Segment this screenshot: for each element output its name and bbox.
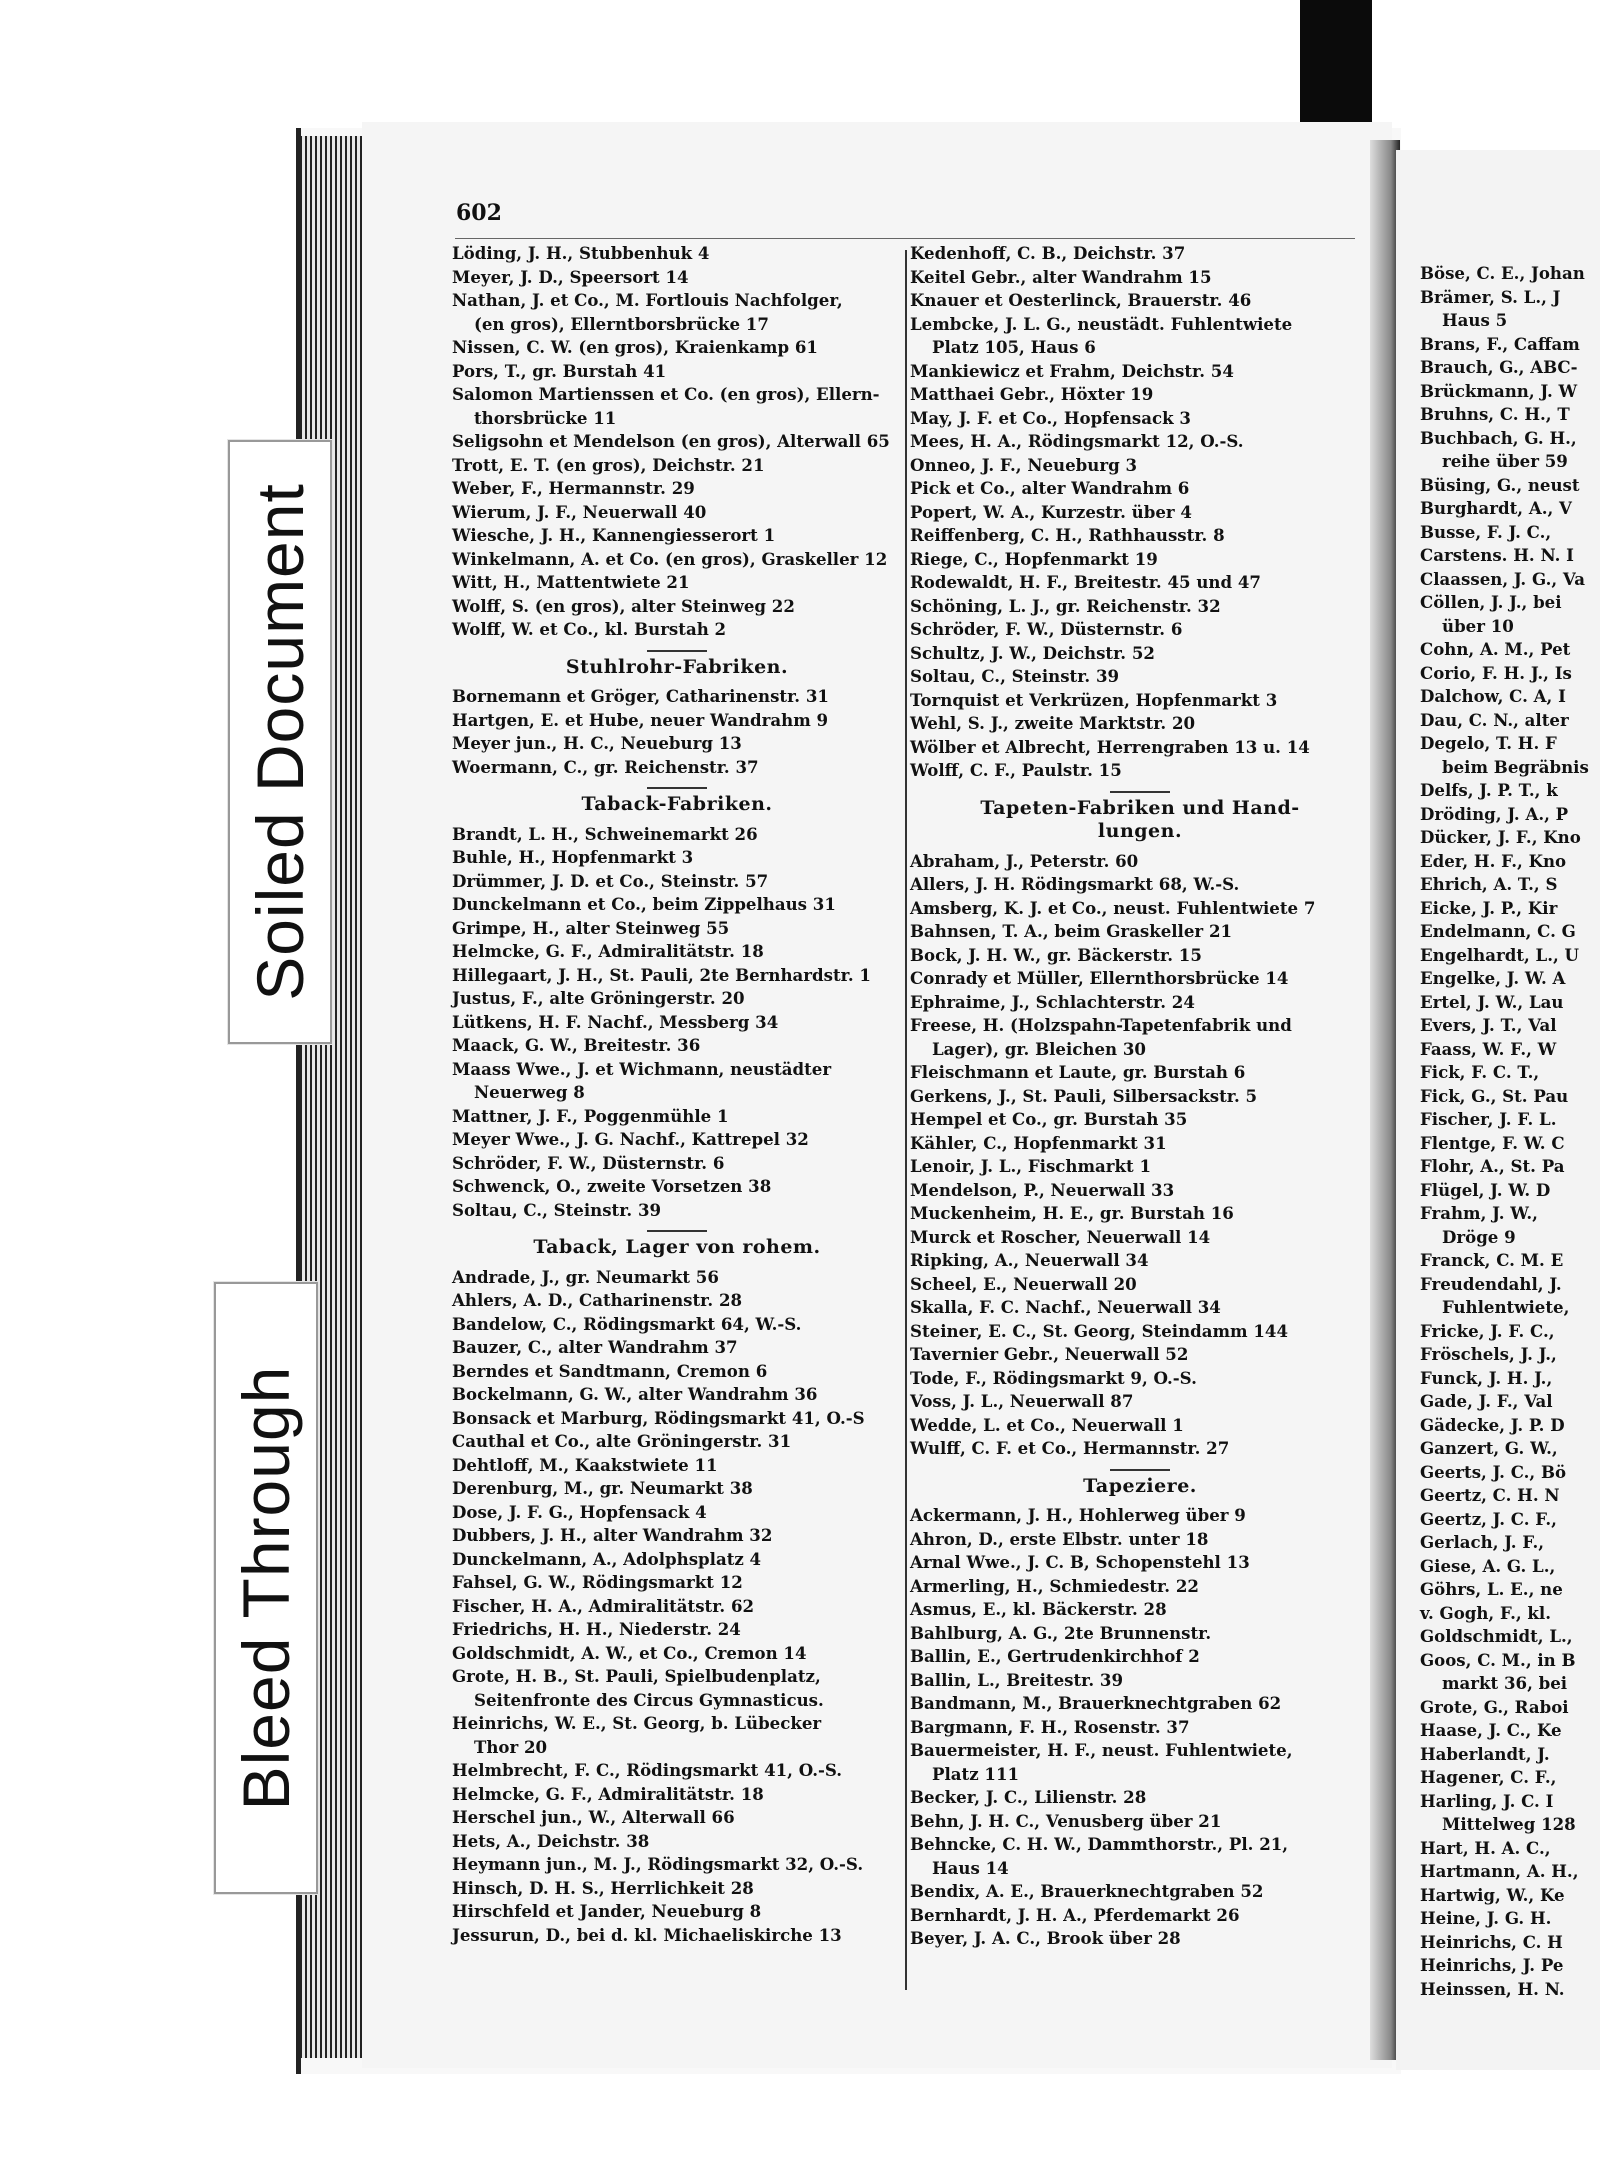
directory-entry: Gade, J. F., Val (1420, 1391, 1553, 1411)
directory-entry: Woermann, C., gr. Reichenstr. 37 (452, 756, 759, 777)
directory-entry: Kedenhoff, C. B., Deichstr. 37 (910, 243, 1186, 263)
directory-entry: Nissen, C. W. (en gros), Kraienkamp 61 (452, 337, 818, 357)
directory-entry: Pick et Co., alter Wandrahm 6 (910, 478, 1190, 498)
directory-entry: Bendix, A. E., Brauerknechtgraben 52 (910, 1881, 1264, 1901)
directory-entry: Freese, H. (Holzspahn-Tapetenfabrik und (910, 1015, 1292, 1035)
directory-entry: Goldschmidt, A. W., et Co., Cremon 14 (452, 1642, 807, 1663)
directory-entry: Geertz, C. H. N (1420, 1485, 1560, 1505)
directory-entry: Arnal Wwe., J. C. B, Schopenstehl 13 (910, 1552, 1250, 1572)
directory-entry: Fick, G., St. Pau (1420, 1085, 1569, 1106)
directory-entry: Behncke, C. H. W., Dammthorstr., Pl. 21, (910, 1834, 1289, 1854)
directory-entry: Wierum, J. F., Neuerwall 40 (452, 501, 707, 522)
directory-entry: Scheel, E., Neuerwall 20 (910, 1273, 1137, 1294)
directory-entry: Schultz, J. W., Deichstr. 52 (910, 642, 1155, 663)
directory-entry: Flentge, F. W. C (1420, 1132, 1565, 1153)
directory-entry: Löding, J. H., Stubbenhuk 4 (452, 243, 710, 263)
directory-entry: Trott, E. T. (en gros), Deichstr. 21 (452, 454, 765, 475)
directory-entry: Fricke, J. F. C., (1420, 1320, 1555, 1341)
directory-entry: Reiffenberg, C. H., Rathhausstr. 8 (910, 525, 1225, 545)
directory-entry: Carstens. H. N. I (1420, 545, 1574, 565)
directory-entry: Haase, J. C., Ke (1420, 1720, 1562, 1740)
directory-entry: Mees, H. A., Rödingsmarkt 12, O.-S. (910, 431, 1244, 451)
directory-entry: Fleischmann et Laute, gr. Burstah 6 (910, 1062, 1246, 1082)
directory-entry: Wulff, C. F. et Co., Hermannstr. 27 (910, 1438, 1230, 1458)
directory-entry: Becker, J. C., Lilienstr. 28 (910, 1787, 1147, 1807)
directory-entry: beim Begräbnis (1442, 756, 1589, 777)
directory-entry: Berndes et Sandtmann, Cremon 6 (452, 1360, 768, 1381)
directory-entry: Hagener, C. F., (1420, 1767, 1557, 1787)
directory-entry: Bandelow, C., Rödingsmarkt 64, W.-S. (452, 1313, 802, 1334)
bleed-through-tab (214, 1282, 318, 1894)
directory-entry: Bauzer, C., alter Wandrahm 37 (452, 1337, 738, 1357)
directory-entry: Gerkens, J., St. Pauli, Silbersackstr. 5 (910, 1085, 1258, 1106)
directory-entry: Tode, F., Rödingsmarkt 9, O.-S. (910, 1367, 1197, 1388)
directory-entry: Bock, J. H. W., gr. Bäckerstr. 15 (910, 944, 1202, 965)
directory-entry: Skalla, F. C. Nachf., Neuerwall 34 (910, 1297, 1221, 1317)
directory-entry: Böse, C. E., Johan (1420, 263, 1585, 283)
directory-entry: Dücker, J. F., Kno (1420, 827, 1581, 847)
list-group (910, 1504, 1370, 1951)
directory-entry: Mendelson, P., Neuerwall 33 (910, 1179, 1175, 1200)
directory-entry: Dunckelmann, A., Adolphsplatz 4 (452, 1548, 762, 1569)
directory-entry: Ephraime, J., Schlachterstr. 24 (910, 991, 1195, 1012)
directory-entry: Geerts, J. C., Bö (1420, 1461, 1567, 1482)
directory-entry: Bornemann et Gröger, Catharinenstr. 31 (452, 686, 829, 706)
directory-entry: Wolff, C. F., Paulstr. 15 (910, 760, 1122, 780)
directory-entry: Helmcke, G. F., Admiralitätstr. 18 (452, 1783, 764, 1804)
directory-entry: Fröschels, J. J., (1420, 1344, 1557, 1364)
directory-entry: Hartwig, W., Ke (1420, 1884, 1565, 1905)
directory-entry: Abraham, J., Peterstr. 60 (910, 850, 1139, 871)
directory-entry: Neuerweg 8 (474, 1082, 585, 1102)
directory-entry: Hillegaart, J. H., St. Pauli, 2te Bernhardstr. 1 (452, 964, 871, 985)
directory-entry: Mattner, J. F., Poggenmühle 1 (452, 1105, 729, 1126)
directory-entry: Faass, W. F., W (1420, 1038, 1557, 1059)
directory-entry: Hartmann, A. H., (1420, 1861, 1579, 1881)
directory-entry: Seligsohn et Mendelson (en gros), Alterwall 65 (452, 431, 890, 451)
directory-entry: Ackermann, J. H., Hohlerweg über 9 (910, 1505, 1246, 1525)
directory-entry: Heinrichs, C. H (1420, 1931, 1563, 1952)
soiled-document-label: Soiled Document (243, 483, 317, 1001)
directory-entry: Allers, J. H. Rödingsmarkt 68, W.-S. (910, 874, 1240, 894)
directory-entry: Brans, F., Caffam (1420, 333, 1580, 354)
directory-entry: Cohn, A. M., Pet (1420, 639, 1571, 659)
directory-entry: Ballin, E., Gertrudenkirchhof 2 (910, 1646, 1200, 1666)
soiled-document-tab (228, 440, 332, 1044)
directory-entry: Gädecke, J. P. D (1420, 1414, 1565, 1435)
list-group (910, 242, 1370, 783)
directory-entry: Meyer jun., H. C., Neueburg 13 (452, 733, 742, 753)
directory-entry: Kähler, C., Hopfenmarkt 31 (910, 1132, 1167, 1153)
directory-entry: Platz 105, Haus 6 (932, 337, 1096, 357)
directory-entry: Steiner, E. C., St. Georg, Steindamm 144 (910, 1320, 1289, 1341)
directory-entry: Wedde, L. et Co., Neuerwall 1 (910, 1414, 1184, 1435)
directory-entry: Dröge 9 (1442, 1226, 1516, 1247)
directory-entry: Busse, F. J. C., (1420, 521, 1552, 542)
directory-entry: Hirschfeld et Jander, Neueburg 8 (452, 1901, 762, 1921)
directory-entry: Bahlburg, A. G., 2te Brunnenstr. (910, 1622, 1212, 1643)
directory-entry: Bauermeister, H. F., neust. Fuhlentwiete, (910, 1740, 1293, 1760)
directory-entry: Dose, J. F. G., Hopfensack 4 (452, 1501, 707, 1522)
directory-entry: Dröding, J. A., P (1420, 803, 1569, 824)
directory-entry: Brandt, L. H., Schweinemarkt 26 (452, 823, 758, 844)
directory-entry: Giese, A. G. L., (1420, 1555, 1556, 1576)
directory-entry: Heinrichs, J. Pe (1420, 1955, 1564, 1975)
section-rule (647, 650, 707, 652)
column-divider (905, 250, 907, 1990)
section-heading: Taback-Fabriken. (581, 793, 773, 815)
directory-entry: Heinrichs, W. E., St. Georg, b. Lübecker (452, 1713, 822, 1733)
list-group (452, 823, 902, 1223)
bleed-through-label: Bleed Through (229, 1365, 303, 1811)
directory-entry: Wölber et Albrecht, Herrengraben 13 u. 14 (910, 736, 1310, 757)
directory-entry: Goos, C. M., in B (1420, 1649, 1576, 1670)
directory-entry: Harling, J. C. I (1420, 1790, 1554, 1811)
directory-entry: Göhrs, L. E., ne (1420, 1579, 1563, 1599)
directory-entry: Hart, H. A. C., (1420, 1837, 1551, 1858)
directory-entry: Flohr, A., St. Pa (1420, 1156, 1565, 1176)
directory-entry: Burghardt, A., V (1420, 498, 1572, 518)
directory-entry: Beyer, J. A. C., Brook über 28 (910, 1928, 1181, 1948)
directory-entry: Hempel et Co., gr. Burstah 35 (910, 1109, 1188, 1129)
directory-entry: Engelke, J. W. A (1420, 968, 1566, 988)
directory-entry: Justus, F., alte Gröningerstr. 20 (452, 988, 745, 1008)
directory-entry: Lütkens, H. F. Nachf., Messberg 34 (452, 1011, 779, 1032)
directory-entry: Cauthal et Co., alte Gröningerstr. 31 (452, 1431, 792, 1451)
directory-entry: Ehrich, A. T., S (1420, 874, 1558, 894)
directory-entry: Goldschmidt, L., (1420, 1626, 1573, 1646)
directory-entry: Onneo, J. F., Neueburg 3 (910, 454, 1138, 475)
directory-entry: markt 36, bei (1442, 1673, 1568, 1693)
directory-entry: Popert, W. A., Kurzestr. über 4 (910, 501, 1192, 522)
directory-entry: Haus 5 (1442, 310, 1508, 330)
column-middle (910, 242, 1370, 1951)
directory-entry: Soltau, C., Steinstr. 39 (452, 1199, 662, 1220)
section-rule (1110, 1469, 1170, 1471)
directory-entry: Tavernier Gebr., Neuerwall 52 (910, 1344, 1189, 1364)
directory-entry: Tornquist et Verkrüzen, Hopfenmarkt 3 (910, 689, 1278, 710)
directory-entry: Claassen, J. G., Va (1420, 568, 1586, 589)
directory-entry: Engelhardt, L., U (1420, 944, 1580, 965)
directory-entry: Bonsack et Marburg, Rödingsmarkt 41, O.-S (452, 1407, 865, 1428)
directory-entry: Haus 14 (932, 1857, 1009, 1878)
directory-entry: Schröder, F. W., Düsternstr. 6 (452, 1152, 725, 1173)
directory-entry: Brämer, S. L., J (1420, 286, 1561, 307)
directory-entry: Platz 111 (932, 1763, 1020, 1784)
column-left (452, 242, 902, 1947)
directory-entry: Flügel, J. W. D (1420, 1179, 1551, 1200)
directory-entry: Büsing, G., neust (1420, 474, 1580, 495)
directory-entry: Brückmann, J. W (1420, 380, 1578, 401)
directory-entry: Bruhns, C. H., T (1420, 404, 1570, 424)
directory-entry: Grote, H. B., St. Pauli, Spielbudenplatz, (452, 1666, 821, 1686)
directory-entry: Armerling, H., Schmiedestr. 22 (910, 1575, 1199, 1596)
directory-entry: Dubbers, J. H., alter Wandrahm 32 (452, 1525, 773, 1545)
directory-entry: Amsberg, K. J. et Co., neust. Fuhlentwiete 7 (910, 897, 1316, 918)
directory-entry: Rodewaldt, H. F., Breitestr. 45 und 47 (910, 572, 1261, 592)
directory-entry: Bockelmann, G. W., alter Wandrahm 36 (452, 1384, 818, 1404)
directory-entry: Gerlach, J. F., (1420, 1532, 1545, 1552)
directory-entry: Jessurun, D., bei d. kl. Michaeliskirche 13 (452, 1924, 842, 1945)
directory-entry: Asmus, E., kl. Bäckerstr. 28 (910, 1599, 1167, 1619)
directory-entry: Wolff, S. (en gros), alter Steinweg 22 (452, 595, 795, 616)
directory-entry: Pors, T., gr. Burstah 41 (452, 360, 667, 381)
directory-entry: Conrady et Müller, Ellernthorsbrücke 14 (910, 968, 1289, 988)
directory-entry: Voss, J. L., Neuerwall 87 (910, 1391, 1134, 1411)
directory-entry: Mittelweg 128 (1442, 1814, 1576, 1834)
directory-entry: Heymann jun., M. J., Rödingsmarkt 32, O.-S. (452, 1854, 864, 1874)
directory-entry: Andrade, J., gr. Neumarkt 56 (452, 1266, 719, 1287)
directory-entry: Bandmann, M., Brauerknechtgraben 62 (910, 1693, 1282, 1713)
directory-entry: Murck et Roscher, Neuerwall 14 (910, 1226, 1211, 1247)
directory-entry: Herschel jun., W., Alterwall 66 (452, 1807, 735, 1827)
directory-entry: Maass Wwe., J. et Wichmann, neustädter (452, 1058, 832, 1079)
directory-entry: Hets, A., Deichstr. 38 (452, 1830, 650, 1851)
list-group (452, 685, 902, 779)
directory-entry: Lenoir, J. L., Fischmarkt 1 (910, 1156, 1151, 1176)
directory-entry: Lager), gr. Bleichen 30 (932, 1038, 1146, 1059)
directory-entry: Fischer, H. A., Admiralitätstr. 62 (452, 1595, 755, 1616)
directory-entry: Weber, F., Hermannstr. 29 (452, 478, 695, 498)
page-number: 602 (456, 200, 502, 226)
directory-entry: Ahron, D., erste Elbstr. unter 18 (910, 1528, 1209, 1549)
directory-entry: Corio, F. H. J., Is (1420, 662, 1572, 683)
directory-entry: Dunckelmann et Co., beim Zippelhaus 31 (452, 894, 836, 914)
section-rule (1110, 791, 1170, 793)
directory-entry: Grote, G., Raboi (1420, 1696, 1569, 1717)
directory-entry: Fischer, J. F. L. (1420, 1109, 1557, 1129)
directory-entry: Hinsch, D. H. S., Herrlichkeit 28 (452, 1877, 754, 1898)
directory-entry: Behn, J. H. C., Venusberg über 21 (910, 1810, 1222, 1831)
directory-entry: Seitenfronte des Circus Gymnasticus. (474, 1689, 824, 1710)
directory-entry: Funck, J. H. J., (1420, 1367, 1553, 1388)
directory-entry: Winkelmann, A. et Co. (en gros), Graskeller 12 (452, 548, 888, 569)
directory-entry: Freudendahl, J. (1420, 1273, 1562, 1294)
section-heading: Tapeten-Fabriken und Hand- (980, 796, 1300, 819)
directory-entry: Helmcke, G. F., Admiralitätstr. 18 (452, 941, 764, 961)
directory-entry: Ertel, J. W., Lau (1420, 991, 1564, 1012)
directory-entry: Franck, C. M. E (1420, 1250, 1564, 1270)
directory-entry: v. Gogh, F., kl. (1420, 1602, 1552, 1623)
directory-entry: Keitel Gebr., alter Wandrahm 15 (910, 266, 1212, 287)
section-rule (647, 1230, 707, 1232)
directory-entry: Buchbach, G. H., (1420, 427, 1577, 448)
directory-entry: über 10 (1442, 615, 1514, 636)
directory-entry: Wehl, S. J., zweite Marktstr. 20 (910, 713, 1196, 733)
section-heading: Tapeziere. (1083, 1474, 1197, 1497)
directory-entry: Matthaei Gebr., Höxter 19 (910, 384, 1154, 404)
directory-entry: Thor 20 (474, 1736, 548, 1757)
directory-entry: Meyer Wwe., J. G. Nachf., Kattrepel 32 (452, 1129, 809, 1149)
directory-entry: Ahlers, A. D., Catharinenstr. 28 (452, 1290, 743, 1310)
directory-entry: Friedrichs, H. H., Niederstr. 24 (452, 1619, 741, 1639)
directory-entry: reihe über 59 (1442, 451, 1568, 471)
section-rule (647, 787, 707, 789)
directory-entry: Dau, C. N., alter (1420, 709, 1569, 730)
directory-entry: Heine, J. G. H. (1420, 1908, 1552, 1928)
directory-entry: Bahnsen, T. A., beim Graskeller 21 (910, 921, 1233, 941)
directory-entry: Mankiewicz et Frahm, Deichstr. 54 (910, 360, 1234, 381)
column-right-page (1420, 262, 1600, 2001)
directory-entry: Ripking, A., Neuerwall 34 (910, 1250, 1149, 1270)
section-heading: Stuhlrohr-Fabriken. (565, 655, 789, 678)
directory-entry: Maack, G. W., Breitestr. 36 (452, 1035, 701, 1055)
directory-entry: Eicke, J. P., Kir (1420, 897, 1558, 918)
directory-entry: Soltau, C., Steinstr. 39 (910, 666, 1120, 686)
directory-entry: Fahsel, G. W., Rödingsmarkt 12 (452, 1572, 743, 1592)
directory-entry: Haberlandt, J. (1420, 1743, 1550, 1764)
directory-entry: Cöllen, J. J., bei (1420, 592, 1562, 612)
section-heading: lungen. (1097, 820, 1183, 842)
list-group (1420, 262, 1600, 2001)
directory-entry: Frahm, J. W., (1420, 1203, 1538, 1223)
directory-entry: Dehtloff, M., Kaakstwiete 11 (452, 1454, 718, 1475)
directory-entry: Eder, H. F., Kno (1420, 850, 1567, 871)
directory-entry: Helmbrecht, F. C., Rödingsmarkt 41, O.-S. (452, 1760, 843, 1780)
directory-entry: Schöning, L. J., gr. Reichenstr. 32 (910, 595, 1221, 616)
directory-entry: Lembcke, J. L. G., neustädt. Fuhlentwiete (910, 313, 1293, 334)
directory-entry: Wolff, W. et Co., kl. Burstah 2 (452, 619, 727, 639)
directory-entry: Schröder, F. W., Düsternstr. 6 (910, 619, 1183, 639)
directory-entry: Degelo, T. H. F (1420, 733, 1557, 753)
directory-entry: Ganzert, G. W., (1420, 1438, 1558, 1458)
directory-entry: Fuhlentwiete, (1442, 1297, 1570, 1317)
directory-entry: Bernhardt, J. H. A., Pferdemarkt 26 (910, 1904, 1240, 1925)
list-group (452, 242, 902, 642)
directory-entry: Muckenheim, H. E., gr. Burstah 16 (910, 1203, 1234, 1223)
directory-entry: Hartgen, E. et Hube, neuer Wandrahm 9 (452, 709, 829, 730)
directory-entry: Endelmann, C. G (1420, 921, 1576, 941)
directory-entry: Grimpe, H., alter Steinweg 55 (452, 917, 730, 938)
directory-entry: Schwenck, O., zweite Vorsetzen 38 (452, 1176, 772, 1196)
directory-entry: Heinssen, H. N. (1420, 1978, 1565, 1999)
directory-entry: Knauer et Oesterlinck, Brauerstr. 46 (910, 290, 1252, 310)
directory-entry: Dalchow, C. A, I (1420, 686, 1566, 706)
list-group (452, 1266, 902, 1948)
directory-entry: Ballin, L., Breitestr. 39 (910, 1669, 1124, 1690)
directory-entry: Riege, C., Hopfenmarkt 19 (910, 548, 1158, 569)
directory-entry: Nathan, J. et Co., M. Fortlouis Nachfolger, (452, 290, 843, 310)
directory-entry: Evers, J. T., Val (1420, 1015, 1557, 1035)
directory-entry: Buhle, H., Hopfenmarkt 3 (452, 847, 694, 867)
section-heading: Taback, Lager von rohem. (533, 1236, 821, 1258)
list-group (910, 850, 1370, 1461)
directory-entry: May, J. F. et Co., Hopfensack 3 (910, 407, 1191, 428)
directory-entry: Geertz, J. C. F., (1420, 1508, 1557, 1529)
directory-entry: Meyer, J. D., Speersort 14 (452, 266, 689, 287)
directory-entry: Wiesche, J. H., Kannengiesserort 1 (452, 525, 776, 545)
directory-entry: Salomon Martienssen et Co. (en gros), Ellern- (452, 384, 880, 404)
directory-entry: (en gros), Ellerntborsbrücke 17 (474, 313, 769, 334)
header-rule (455, 238, 1355, 239)
directory-entry: Brauch, G., ABC- (1420, 357, 1578, 377)
directory-entry: Derenburg, M., gr. Neumarkt 38 (452, 1478, 753, 1498)
directory-entry: Drümmer, J. D. et Co., Steinstr. 57 (452, 870, 769, 891)
directory-entry: Delfs, J. P. T., k (1420, 780, 1558, 800)
directory-entry: Witt, H., Mattentwiete 21 (452, 572, 690, 592)
directory-entry: Bargmann, F. H., Rosenstr. 37 (910, 1716, 1190, 1737)
directory-entry: thorsbrücke 11 (474, 407, 617, 428)
directory-entry: Fick, F. C. T., (1420, 1062, 1540, 1082)
